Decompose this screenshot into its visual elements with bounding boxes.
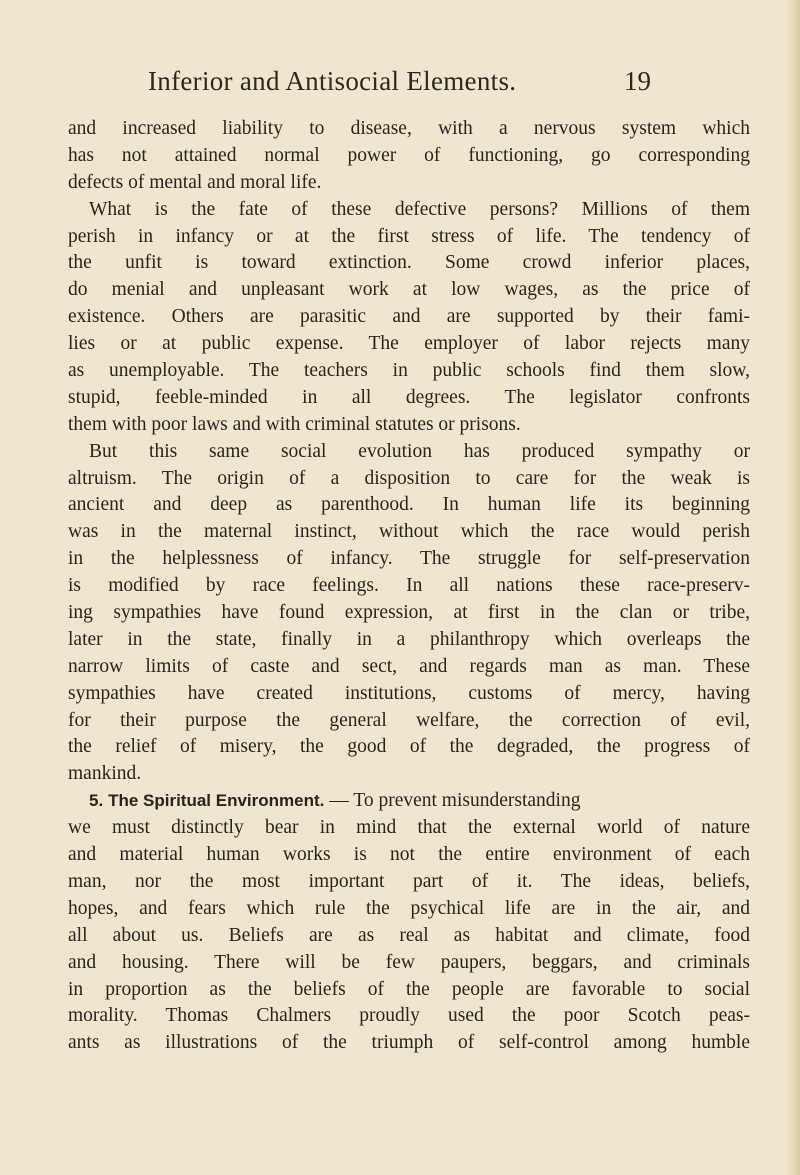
text-line: narrow limits of caste and sect, and regards man as man. These — [68, 655, 750, 677]
text-line: as unemployable. The teachers in public schools find them slow, — [68, 360, 750, 382]
text-line: is modified by race feelings. In all nations these race-preserv- — [68, 575, 750, 597]
text-line: in the helplessness of infancy. The struggle for self-preservation — [68, 548, 750, 570]
text-line: in proportion as the beliefs of the people are favorable to social — [68, 978, 750, 1000]
text-line: ing sympathies have found expression, at first in the clan or tribe, — [68, 602, 750, 624]
text-line: perish in infancy or at the first stress of life. The tendency of — [68, 225, 750, 247]
text-line: lies or at public expense. The employer of labor rejects many — [68, 333, 750, 355]
text-line: has not attained normal power of functioning, go corresponding — [68, 144, 750, 166]
text-line: defects of mental and moral life. — [68, 171, 322, 193]
text-line: man, nor the most important part of it. The ideas, beliefs, — [68, 870, 750, 892]
text-line: morality. Thomas Chalmers proudly used the poor Scotch peas- — [68, 1005, 750, 1027]
running-head: Inferior and Antisocial Elements. — [148, 66, 517, 96]
text-line: the unfit is toward extinction. Some crowd inferior places, — [68, 252, 750, 274]
section-lead-text: — To prevent misunderstanding — [324, 790, 581, 812]
text-line: ants as illustrations of the triumph of self-control among humble — [68, 1032, 750, 1054]
text-line: the relief of misery, the good of the degraded, the progress of — [68, 736, 750, 758]
section-title: The Spiritual Environment. — [108, 791, 325, 811]
text-line: existence. Others are parasitic and are supported by their fami- — [68, 306, 750, 328]
paragraph-start-line: But this same social evolution has produced sympathy or — [89, 440, 750, 462]
body-text — [68, 116, 750, 1057]
text-line: for their purpose the general welfare, the correction of evil, — [68, 709, 750, 731]
paragraph-start-line: What is the fate of these defective persons? Millions of them — [89, 198, 750, 220]
text-line: was in the maternal instinct, without which the race would perish — [68, 521, 750, 543]
text-line: them with poor laws and with criminal statutes or prisons. — [68, 413, 521, 435]
text-line: later in the state, finally in a philanthropy which overleaps the — [68, 628, 750, 650]
section-number: 5. — [89, 791, 104, 811]
text-line: and housing. There will be few paupers, beggars, and criminals — [68, 951, 750, 973]
text-line: stupid, feeble-minded in all degrees. The legislator confronts — [68, 386, 750, 408]
text-line: all about us. Beliefs are as real as habitat and climate, food — [68, 924, 750, 946]
text-line: do menial and unpleasant work at low wages, as the price of — [68, 279, 750, 301]
page-number: 19 — [624, 66, 651, 96]
text-line: sympathies have created institutions, customs of mercy, having — [68, 682, 750, 704]
text-line: altruism. The origin of a disposition to care for the weak is — [68, 467, 750, 489]
text-line: hopes, and fears which rule the psychical life are in the air, and — [68, 897, 750, 919]
text-line: mankind. — [68, 763, 142, 785]
section-heading-line — [68, 788, 750, 815]
text-line: and increased liability to disease, with a nervous system which — [68, 118, 750, 139]
text-line: ancient and deep as parenthood. In human life its beginning — [68, 494, 750, 516]
page-edge-shadow — [786, 0, 800, 1175]
text-line: we must distinctly bear in mind that the external world of nature — [68, 817, 750, 839]
text-line: and material human works is not the entire environment of each — [68, 844, 750, 866]
